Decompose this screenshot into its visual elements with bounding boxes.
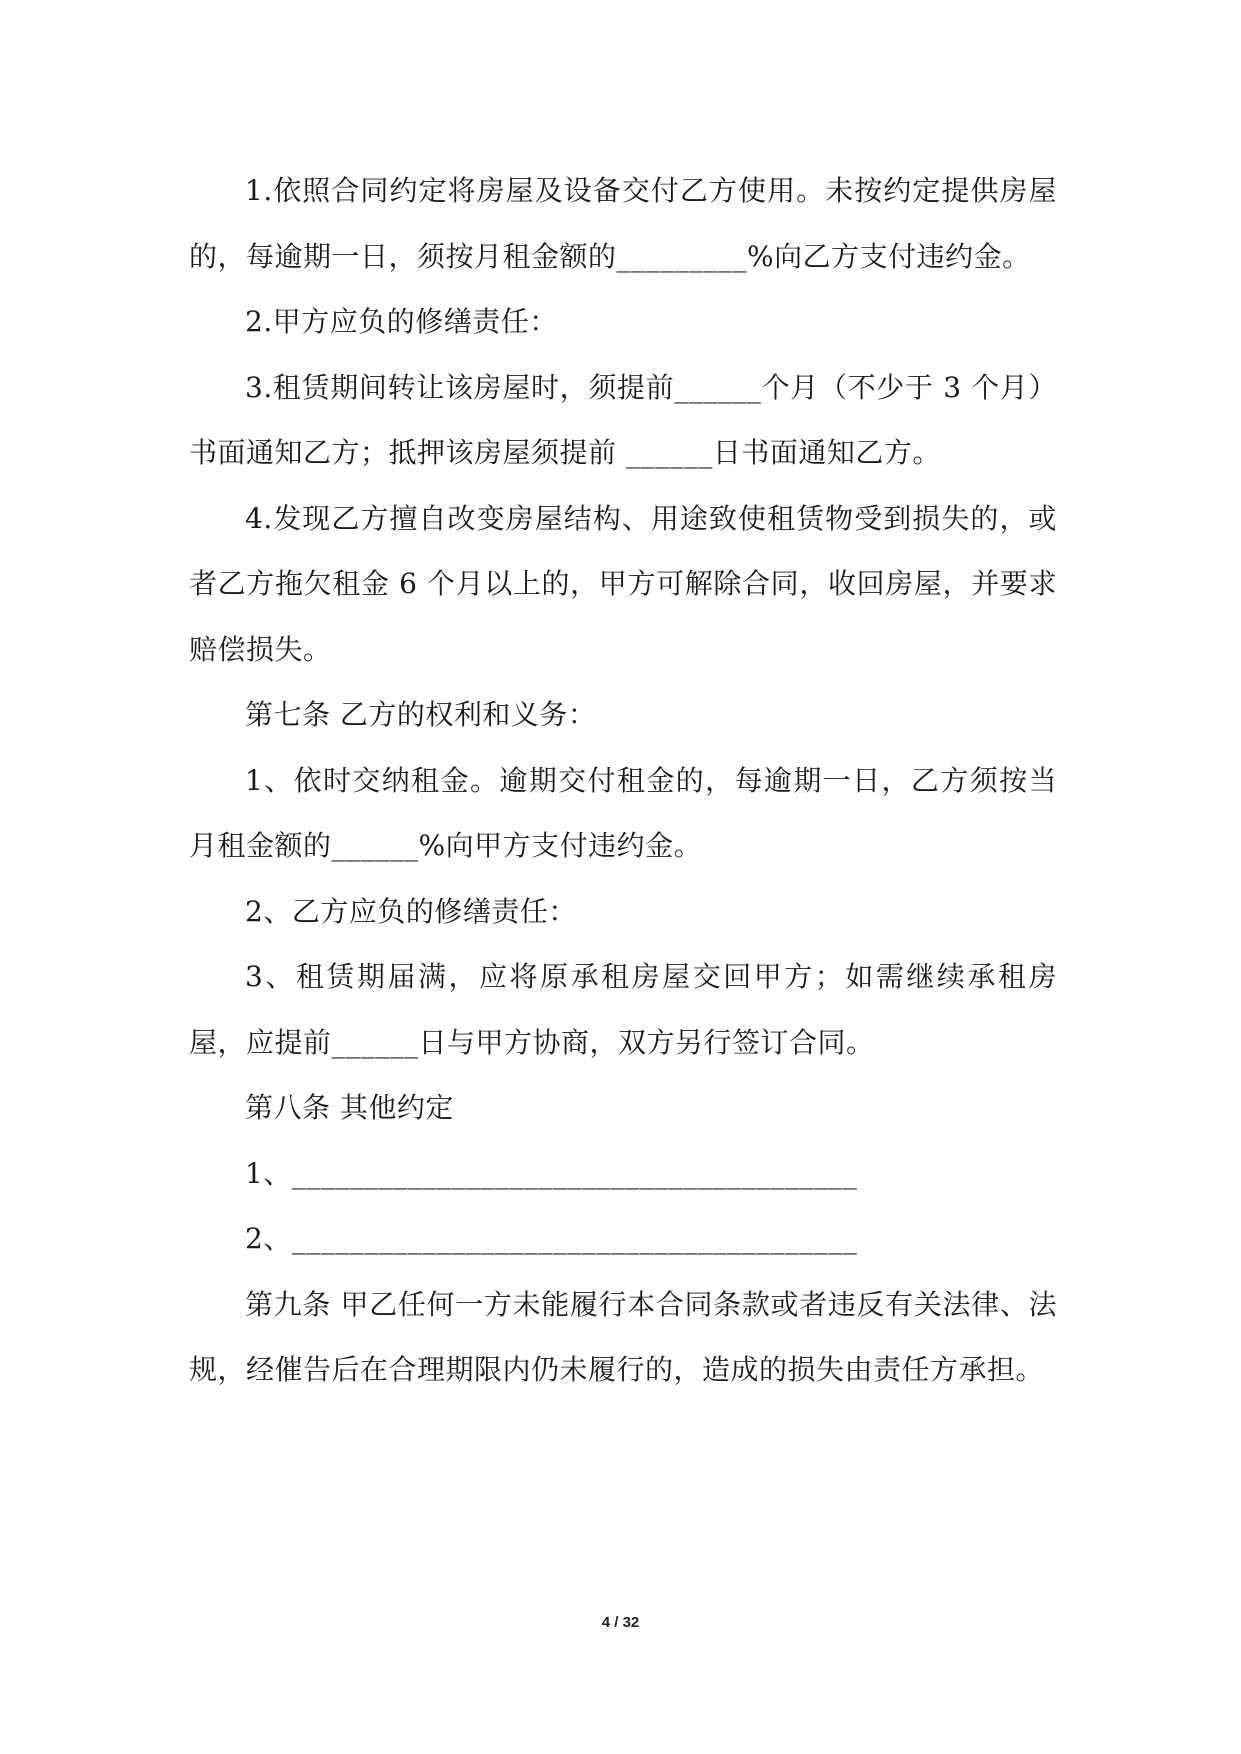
clause-paragraph: 2、乙方应负的修缮责任： [245, 894, 577, 928]
article-heading: 第七条 乙方的权利和义务： [245, 698, 597, 731]
contract-body [189, 158, 1057, 1403]
article-paragraph: 第九条 甲乙任何一方未能履行本合同条款或者违反有关法律、法规，经催告后在合理期限内仍未履行的，造成的损失由责任方承担。 [189, 1287, 1057, 1386]
article-heading: 第八条 其他约定 [245, 1091, 454, 1124]
clause-paragraph: 1.依照合同约定将房屋及设备交付乙方使用。未按约定提供房屋的，每逾期一日，须按月租金额的_________%向乙方支付违约金。 [189, 174, 1057, 273]
clause-paragraph: 2.甲方应负的修缮责任： [245, 305, 558, 338]
blank-line-item: 2、_______________________________________ [245, 1222, 858, 1255]
clause-paragraph: 3、租赁期届满，应将原承租房屋交回甲方；如需继续承租房屋，应提前______日与甲方协商，双方另行签订合同。 [189, 960, 1057, 1059]
blank-line-item: 1、_______________________________________ [245, 1156, 858, 1190]
clause-paragraph: 3.租赁期间转让该房屋时，须提前______个月（不少于 3 个月）书面通知乙方；抵押该房屋须提前 ______日书面通知乙方。 [189, 370, 1057, 469]
page-number: 4 / 32 [601, 1614, 640, 1631]
clause-paragraph: 1、依时交纳租金。逾期交付租金的，每逾期一日，乙方须按当月租金额的______%向甲方支付违约金。 [189, 763, 1057, 862]
clause-paragraph: 4.发现乙方擅自改变房屋结构、用途致使租赁物受到损失的，或者乙方拖欠租金 6 个月以上的，甲方可解除合同，收回房屋，并要求赔偿损失。 [189, 501, 1057, 666]
